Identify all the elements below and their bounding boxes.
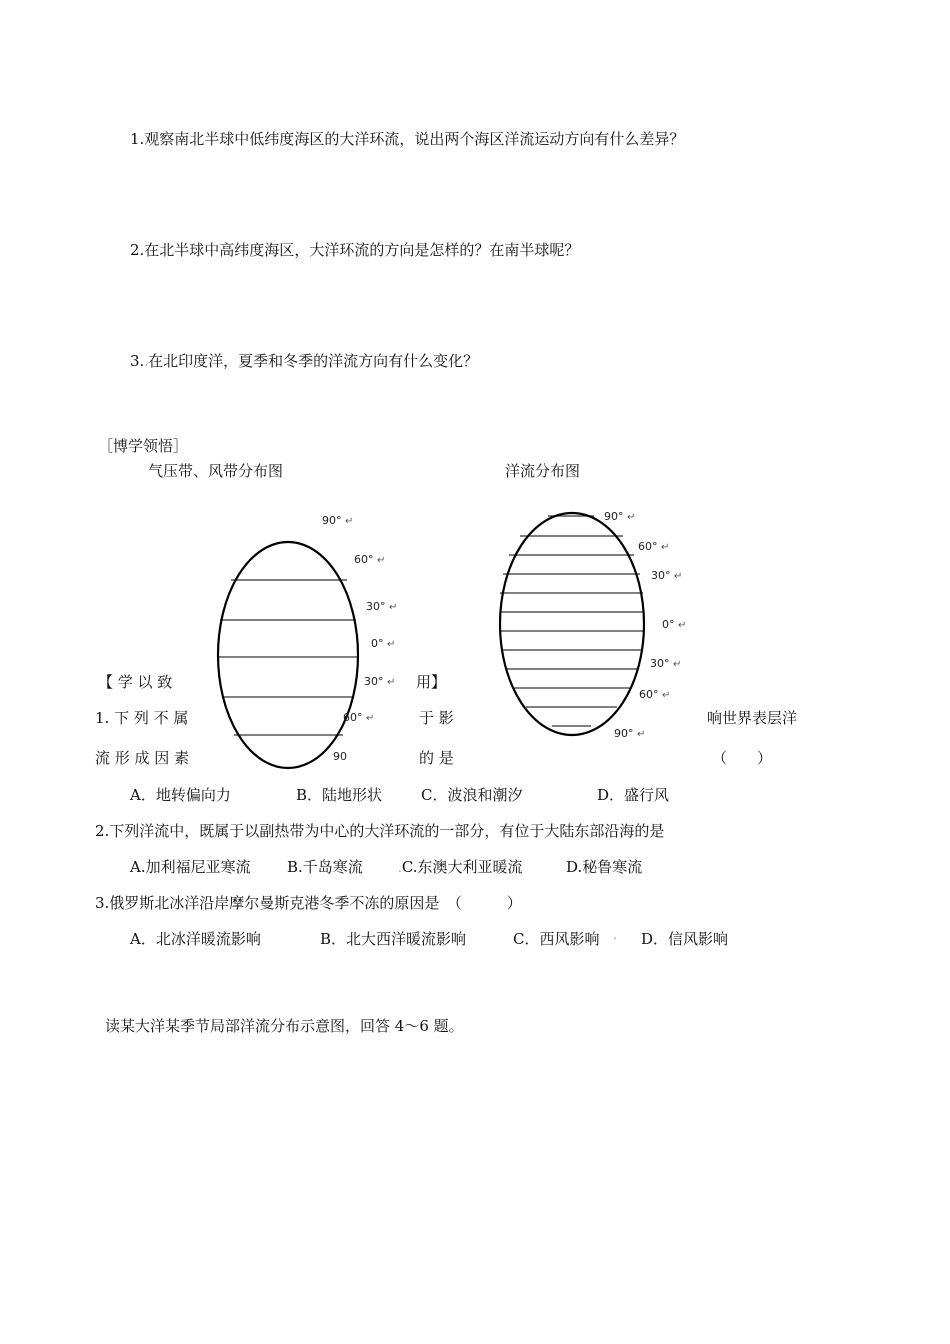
mc3-option-c: C．西风影响 [513, 930, 600, 948]
right-lat-label: 90° ↵ [614, 727, 646, 740]
left-lat-label: 0° ↵ [371, 637, 396, 650]
mc1-option-a: A．地转偏向力 [130, 786, 231, 804]
diagram-left-title: 气压带、风带分布图 [148, 462, 284, 480]
mc3-option-b: B．北大西洋暖流影响 [320, 930, 467, 948]
right-lat-label: 60° ↵ [639, 688, 671, 701]
mc1-option-c: C．波浪和潮汐 [421, 786, 523, 804]
right-lat-label: 30° ↵ [651, 569, 683, 582]
mc3-option-a: A．北冰洋暖流影响 [130, 930, 261, 948]
left-lat-label: 90 [333, 750, 347, 763]
right-globe-outline [500, 513, 644, 735]
right-lat-label: 0° ↵ [662, 618, 687, 631]
marker-dot: . [398, 861, 402, 875]
marker-dot: . [613, 928, 617, 942]
left-globe-diagram [218, 542, 358, 768]
mc1-answer-bracket: （ ） [712, 749, 773, 767]
marker-dot: . [144, 355, 149, 369]
mc2-option-c: .C.东澳大利亚暖流 [398, 858, 523, 876]
mc2-option-b: B.千岛寒流 [287, 858, 363, 876]
mc3-option-d: D．信风影响 [641, 930, 729, 948]
left-lat-label: 30° ↵ [364, 675, 396, 688]
section-heading-xyzy-part1: 【 学 以 致 [98, 673, 173, 691]
mc2-option-a: A.加利福尼亚寒流 [130, 858, 251, 876]
mc1-stem-part-d: 流 形 成 因 素 [95, 749, 190, 767]
question-2: 2.在北半球中高纬度海区，大洋环流的方向是怎样的？在南半球呢？ [130, 241, 580, 259]
right-lat-label: 60° ↵ [638, 540, 670, 553]
read-prompt: 读某大洋某季节局部洋流分布示意图，回答 4～6 题。 [105, 1017, 464, 1035]
mc1-option-d: D．盛行风 [597, 786, 670, 804]
left-globe-outline [218, 542, 358, 768]
left-lat-label: 60° ↵ [354, 553, 386, 566]
question-1: 1.观察南北半球中低纬度海区的大洋环流，说出两个海区洋流运动方向有什么差异？ [130, 130, 685, 148]
right-lat-label: 30° ↵ [650, 657, 682, 670]
mc1-option-b: B．陆地形状 [296, 786, 383, 804]
mc2-option-d: D.秘鲁寒流 [566, 858, 643, 876]
question-3-number: 3. [130, 352, 145, 370]
question-3-text: 在北印度洋，夏季和冬季的洋流方向有什么变化？ [148, 352, 479, 370]
mc1-stem-part-e: 的 是 [419, 749, 454, 767]
left-lat-label: 30° ↵ [366, 600, 398, 613]
mc1-stem-part-b: 于 影 [419, 709, 454, 727]
right-lat-label: 90° ↵ [604, 510, 636, 523]
left-lat-label: 90° ↵ [322, 514, 354, 527]
section-heading-bxlw: ［博学领悟］ [98, 437, 189, 455]
mc2-stem: 2.下列洋流中，既属于以副热带为中心的大洋环流的一部分，有位于大陆东部沿海的是 [95, 822, 665, 840]
mc1-stem-part-a: 1. 下 列 不 属 [95, 709, 189, 727]
mc3-stem: 3.俄罗斯北冰洋沿岸摩尔曼斯克港冬季不冻的原因是 （ ） [95, 894, 522, 912]
left-lat-label: 60° ↵ [343, 711, 375, 724]
mc1-stem-part-c: 响世界表层洋 [707, 709, 798, 727]
right-globe-diagram [500, 513, 644, 735]
section-heading-xyzy-part2: 用】 [416, 673, 447, 691]
diagram-right-title: 洋流分布图 [505, 462, 581, 480]
